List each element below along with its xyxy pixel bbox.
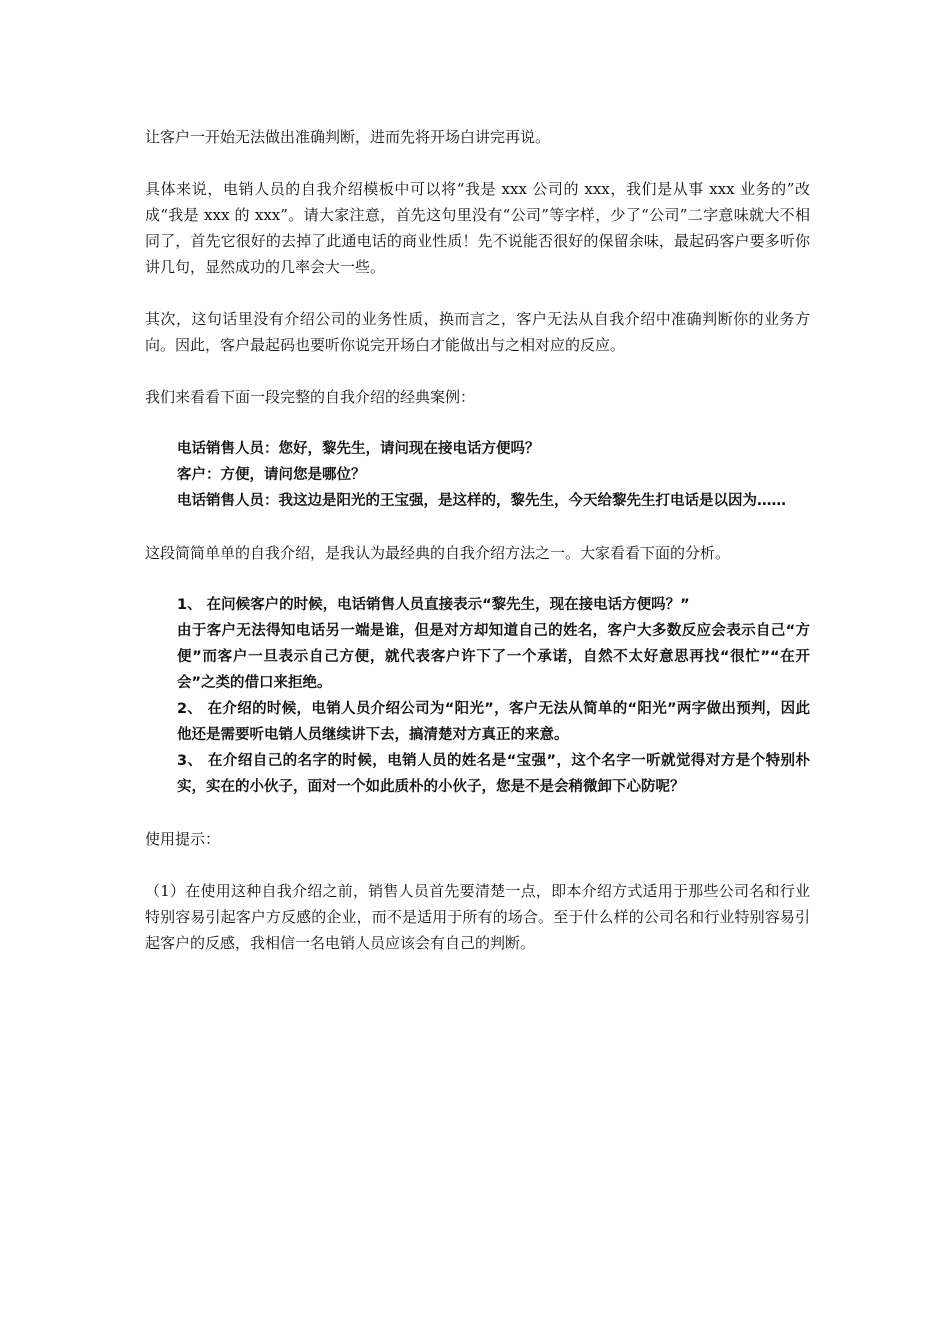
analysis-item-1: 1、 在问候客户的时候，电话销售人员直接表示“黎先生，现在接电话方便吗？” (177, 597, 690, 613)
paragraph-template-explanation: 具体来说，电销人员的自我介绍模板中可以将“我是 xxx 公司的 xxx，我们是从事 xxx 业务的”改成“我是 xxx 的 xxx”。请大家注意，首先这句里没有“公司”等字样，少了“公司”二字意味就大不相同了，首先它很好的去掉了此通电话的商业性质！先不说能否很好的保留余味，最起码客户要多听你讲几句，显然成功的几率会大一些。 (145, 180, 810, 276)
dialog-line-sales-greeting: 电话销售人员：您好，黎先生，请问现在接电话方便吗？ (177, 441, 540, 457)
paragraph-usage-tip-1: （1）在使用这种自我介绍之前，销售人员首先要清楚一点，即本介绍方式适用于那些公司名和行业特别容易引起客户方反感的企业，而不是适用于所有的场合。至于什么样的公司名和行业特别容易引起客户的反感，我相信一名电销人员应该会有自己的判断。 (145, 882, 810, 952)
paragraph-intro: 让客户一开始无法做出准确判断，进而先将开场白讲完再说。 (145, 128, 551, 146)
analysis-item-3: 3、 在介绍自己的名字的时候，电销人员的姓名是“宝强”，这个名字一听就觉得对方是个特别朴实，实在的小伙子，面对一个如此质朴的小伙子，您是不是会稍微卸下心防呢？ (177, 753, 810, 795)
analysis-item-1-detail: 由于客户无法得知电话另一端是谁，但是对方却知道自己的姓名，客户大多数反应会表示自己“方便”而客户一旦表示自己方便，就代表客户许下了一个承诺，自然不太好意思再找“很忙”“在开会”之类的借口来拒绝。 (177, 623, 810, 691)
paragraph-business-nature: 其次，这句话里没有介绍公司的业务性质，换而言之，客户无法从自我介绍中准确判断你的业务方向。因此，客户最起码也要听你说完开场白才能做出与之相对应的反应。 (145, 310, 810, 354)
dialog-line-customer-reply: 客户：方便，请问您是哪位？ (177, 467, 366, 483)
document-body (145, 124, 810, 982)
analysis-item-2: 2、 在介绍的时候，电销人员介绍公司为“阳光”，客户无法从简单的“阳光”两字做出预判，因此他还是需要听电销人员继续讲下去，搞清楚对方真正的来意。 (177, 701, 810, 743)
paragraph-usage-tips-heading: 使用提示： (145, 830, 221, 848)
analysis-list (177, 592, 810, 800)
dialog-line-sales-intro: 电话销售人员：我这边是阳光的王宝强，是这样的，黎先生，今天给黎先生打电话是以因为…… (177, 493, 786, 509)
paragraph-case-intro: 我们来看看下面一段完整的自我介绍的经典案例： (145, 388, 476, 406)
paragraph-analysis-intro: 这段简简单单的自我介绍，是我认为最经典的自我介绍方法之一。大家看看下面的分析。 (145, 544, 731, 562)
case-dialog (177, 436, 810, 514)
